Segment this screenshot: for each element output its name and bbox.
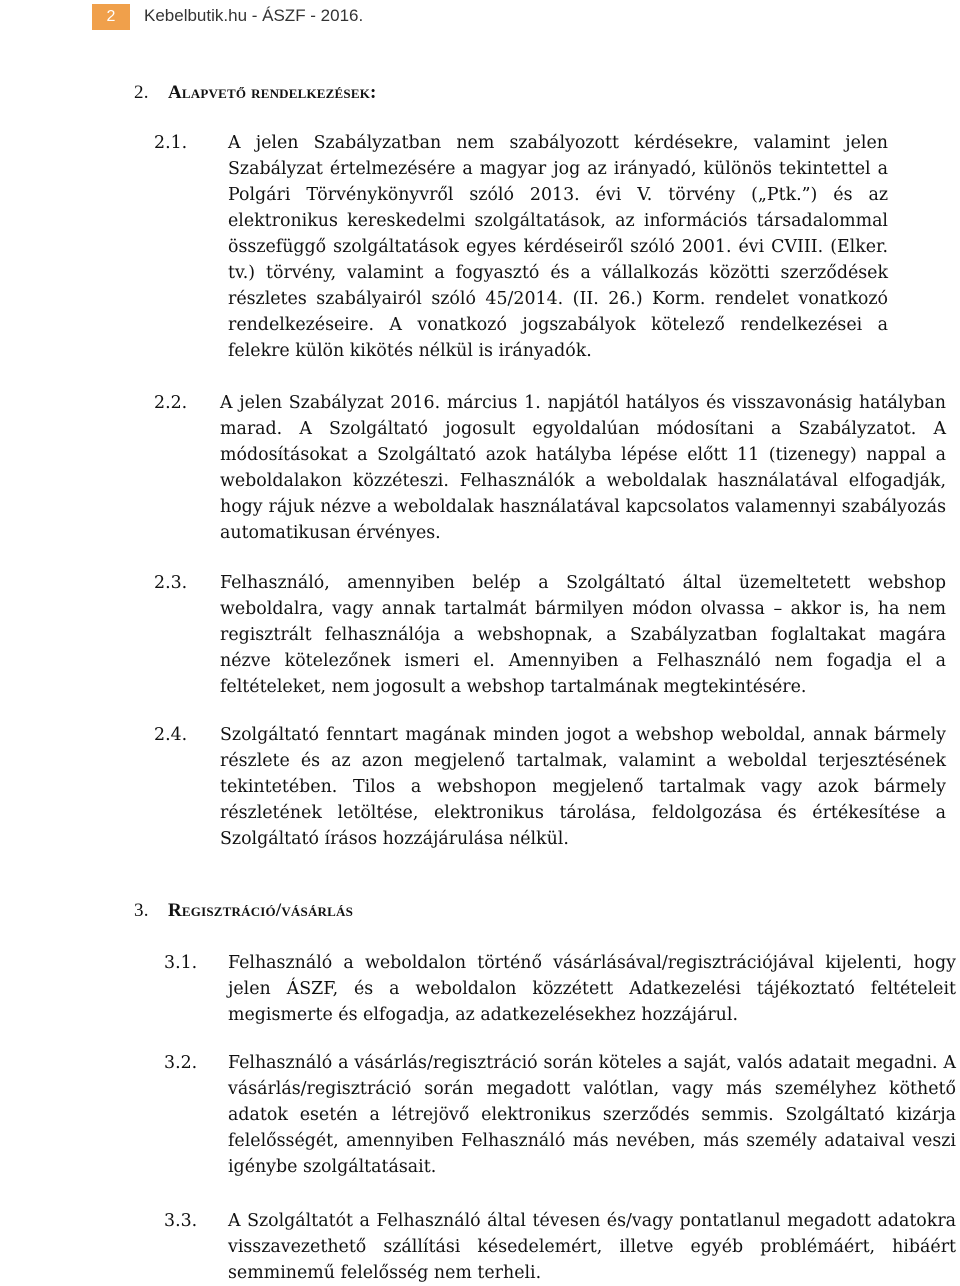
clause-number: 2.1. — [154, 133, 188, 153]
clause-text: A jelen Szabályzatban nem szabályozott kérdésekre, valamint jelen Szabályzat értelmezésére a magyar jog az irányadó, különös tekintettel a Polgári Törvénykönyvről szóló 2013. évi V. törvény („Ptk.”) és az elektronikus kereskedelmi szolgáltatások, az információs társadalommal összefüggő szolgáltatások egyes kérdéseiről szóló 2001. évi CVIII. (Elker. tv.) törvény, valamint a fogyasztó és a vállalkozás közötti szerződések részletes szabályairól szóló 45/2014. (II. 26.) Korm. rendelet vonatkozó rendelkezéseire. A vonatkozó jogszabályok kötelező rendelkezései a felekre külön kikötés nélkül is irányadók. — [228, 133, 888, 361]
clause-number: 3.1. — [164, 953, 198, 973]
section-heading-3 — [134, 900, 353, 922]
section-number: 3. — [134, 900, 149, 921]
clause-text: Felhasználó, amennyiben belép a Szolgáltató által üzemeltetett webshop weboldalra, vagy annak tartalmát bármilyen módon olvassa – akkor is, ha nem regisztrált felhasználója a webshopnak, a Szabályzatban foglaltakat magára nézve kötelezőnek ismeri el. Amennyiben a Felhasználó nem fogadja el a feltételeket, nem jogosult a webshop tartalmának megtekintésére. — [220, 573, 946, 697]
clause-text: Felhasználó a weboldalon történő vásárlásával/regisztrációjával kijelenti, hogy jelen ÁSZF, és a weboldalon közzétett Adatkezelési tájékoztató feltételeit megismerte és elfogadja, az adatkezelésekhez hozzájárul. — [228, 953, 956, 1025]
clause-text: Felhasználó a vásárlás/regisztráció során köteles a saját, valós adatait megadni. A vásárlás/regisztráció során megadott valótlan, vagy más személyhez köthető adatok esetén a létrejövő elektronikus szerződés semmis. Szolgáltató kizárja felelősségét, amennyiben Felhasználó más nevében, más személy adataival veszi igénybe szolgáltatásait. — [228, 1053, 956, 1177]
section-title: Alapvető rendelkezések: — [168, 82, 377, 103]
clause-number: 2.4. — [154, 725, 188, 745]
clause-text: A Szolgáltatót a Felhasználó által tévesen és/vagy pontatlanul megadott adatokra visszavezethető szállítási késedelemért, illetve egyéb problémáért, hibáért semminemű felelősség nem terheli. — [228, 1211, 956, 1283]
header-title: Kebelbutik.hu - ÁSZF - 2016. — [144, 6, 364, 25]
page-header — [0, 0, 960, 34]
section-number: 2. — [134, 82, 149, 103]
clause-text: A jelen Szabályzat 2016. március 1. napjától hatályos és visszavonásig hatályban marad. A Szolgáltató jogosult egyoldalúan módosítani a Szabályzatot. A módosításokat a Szolgáltató azok hatályba lépése előtt 11 (tizenegy) nappal a weboldalakon közzéteszi. Felhasználók a weboldalak használatával elfogadják, hogy rájuk nézve a weboldalak használatával kapcsolatos valamennyi szabályozás automatikusan érvényes. — [220, 393, 946, 543]
page-number-badge: 2 — [92, 4, 130, 30]
clause-number: 3.3. — [164, 1211, 198, 1231]
clause-text: Szolgáltató fenntart magának minden jogot a webshop weboldal, annak bármely részlete és az azon megjelenő tartalmak, valamint a weboldal terjesztésének tekintetében. Tilos a webshopon megjelenő tartalmak vagy azok bármely részletének letöltése, elektronikus tárolása, feldolgozása és értékesítése a Szolgáltató írásos hozzájárulása nélkül. — [220, 725, 946, 849]
section-heading-2 — [134, 82, 377, 104]
clause-number: 2.3. — [154, 573, 188, 593]
section-title: Regisztráció/vásárlás — [168, 900, 354, 921]
clause-number: 2.2. — [154, 393, 188, 413]
clause-number: 3.2. — [164, 1053, 198, 1073]
